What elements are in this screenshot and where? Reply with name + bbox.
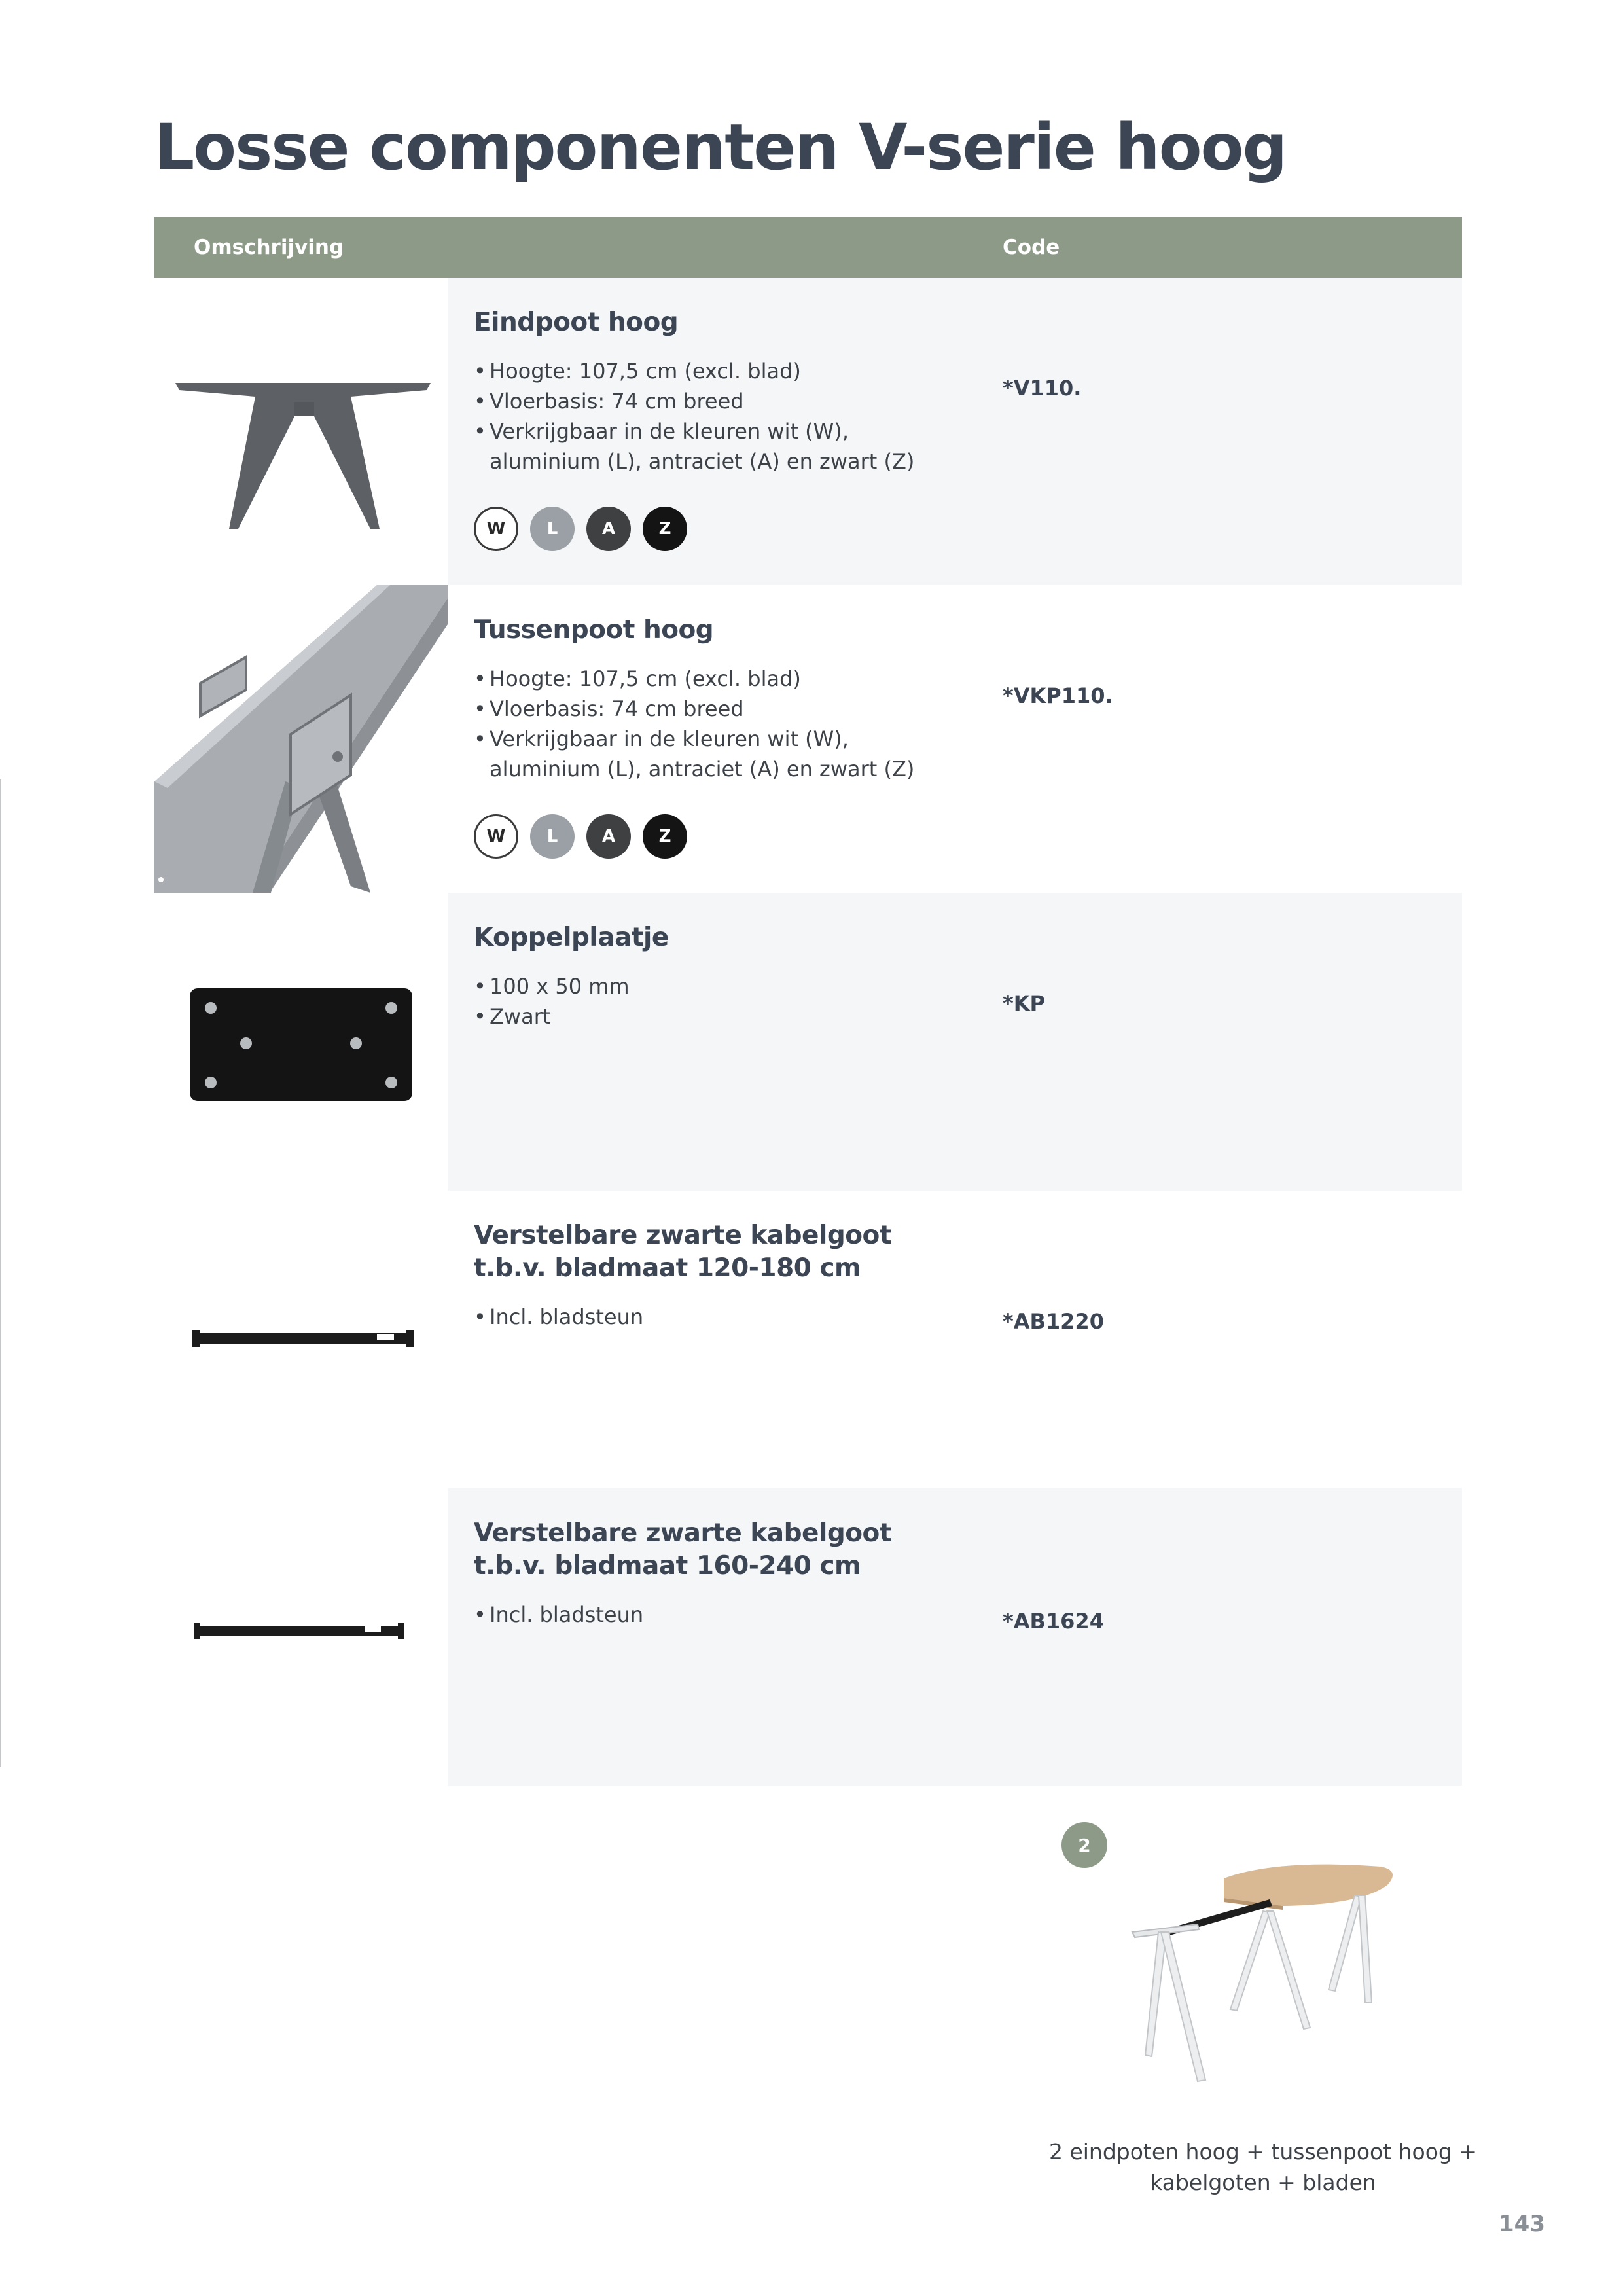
eindpoot-image: [154, 278, 448, 585]
swatch-antraciet: A: [586, 507, 631, 551]
color-swatches: [474, 814, 687, 859]
table-header: [154, 217, 1462, 278]
example-caption: 2 eindpoten hoog + tussenpoot hoog + kabelgoten + bladen: [1048, 2139, 1478, 2195]
product-name: Tussenpoot hoog: [474, 615, 714, 645]
swatch-aluminium: L: [530, 814, 575, 859]
column-header-description: Omschrijving: [194, 236, 344, 259]
kabelgoot-160-240-image: [154, 1488, 448, 1786]
product-specs: [474, 971, 997, 1031]
spec-item: • Verkrijgbaar in de kleuren wit (W), aluminium (L), antraciet (A) en zwart (Z): [474, 416, 997, 476]
example-badge: 2: [1061, 1822, 1107, 1868]
product-code: *VKP110.: [1003, 683, 1113, 708]
swatch-aluminium: L: [530, 507, 575, 551]
page-edge-line: [0, 779, 1, 1767]
swatch-zwart: Z: [643, 814, 687, 859]
product-specs: [474, 1302, 997, 1332]
product-code: *AB1220: [1003, 1309, 1104, 1334]
product-specs: [474, 664, 997, 784]
spec-item: • Zwart: [474, 1001, 997, 1031]
product-row-kabelgoot-160-240: [154, 1488, 1462, 1786]
product-row-koppelplaatje: [154, 893, 1462, 1191]
table-setup-illustration: [1113, 1859, 1414, 2101]
product-name: Eindpoot hoog: [474, 308, 679, 337]
product-code: *AB1624: [1003, 1609, 1104, 1634]
spec-item: • Vloerbasis: 74 cm breed: [474, 694, 997, 724]
swatch-antraciet: A: [586, 814, 631, 859]
page-title: Losse componenten V-serie hoog: [154, 111, 1287, 184]
product-code: *V110.: [1003, 376, 1082, 401]
kabelgoot-120-180-image: [154, 1191, 448, 1488]
page-number: 143: [1499, 2211, 1545, 2237]
swatch-white: W: [474, 814, 518, 859]
product-name: Koppelplaatje: [474, 923, 669, 952]
product-row-tussenpoot: [154, 585, 1462, 893]
column-header-code: Code: [1003, 236, 1060, 259]
spec-item: • 100 x 50 mm: [474, 971, 997, 1001]
spec-item: • Hoogte: 107,5 cm (excl. blad): [474, 356, 997, 386]
spec-item: • Incl. bladsteun: [474, 1302, 997, 1332]
spec-item: • Vloerbasis: 74 cm breed: [474, 386, 997, 416]
tussenpoot-image: [154, 585, 448, 893]
swatch-zwart: Z: [643, 507, 687, 551]
koppelplaatje-image: [154, 893, 448, 1191]
product-name: Verstelbare zwarte kabelgoot t.b.v. bladmaat 160-240 cm: [474, 1518, 891, 1581]
product-name: Verstelbare zwarte kabelgoot t.b.v. bladmaat 120-180 cm: [474, 1221, 891, 1283]
spec-item: • Verkrijgbaar in de kleuren wit (W), aluminium (L), antraciet (A) en zwart (Z): [474, 724, 997, 784]
spec-item: • Incl. bladsteun: [474, 1600, 997, 1630]
product-specs: [474, 1600, 997, 1630]
product-code: *KP: [1003, 991, 1045, 1016]
swatch-white: W: [474, 507, 518, 551]
product-row-eindpoot: [154, 278, 1462, 585]
product-row-kabelgoot-120-180: [154, 1191, 1462, 1488]
product-specs: [474, 356, 997, 476]
spec-item: • Hoogte: 107,5 cm (excl. blad): [474, 664, 997, 694]
color-swatches: [474, 507, 687, 551]
